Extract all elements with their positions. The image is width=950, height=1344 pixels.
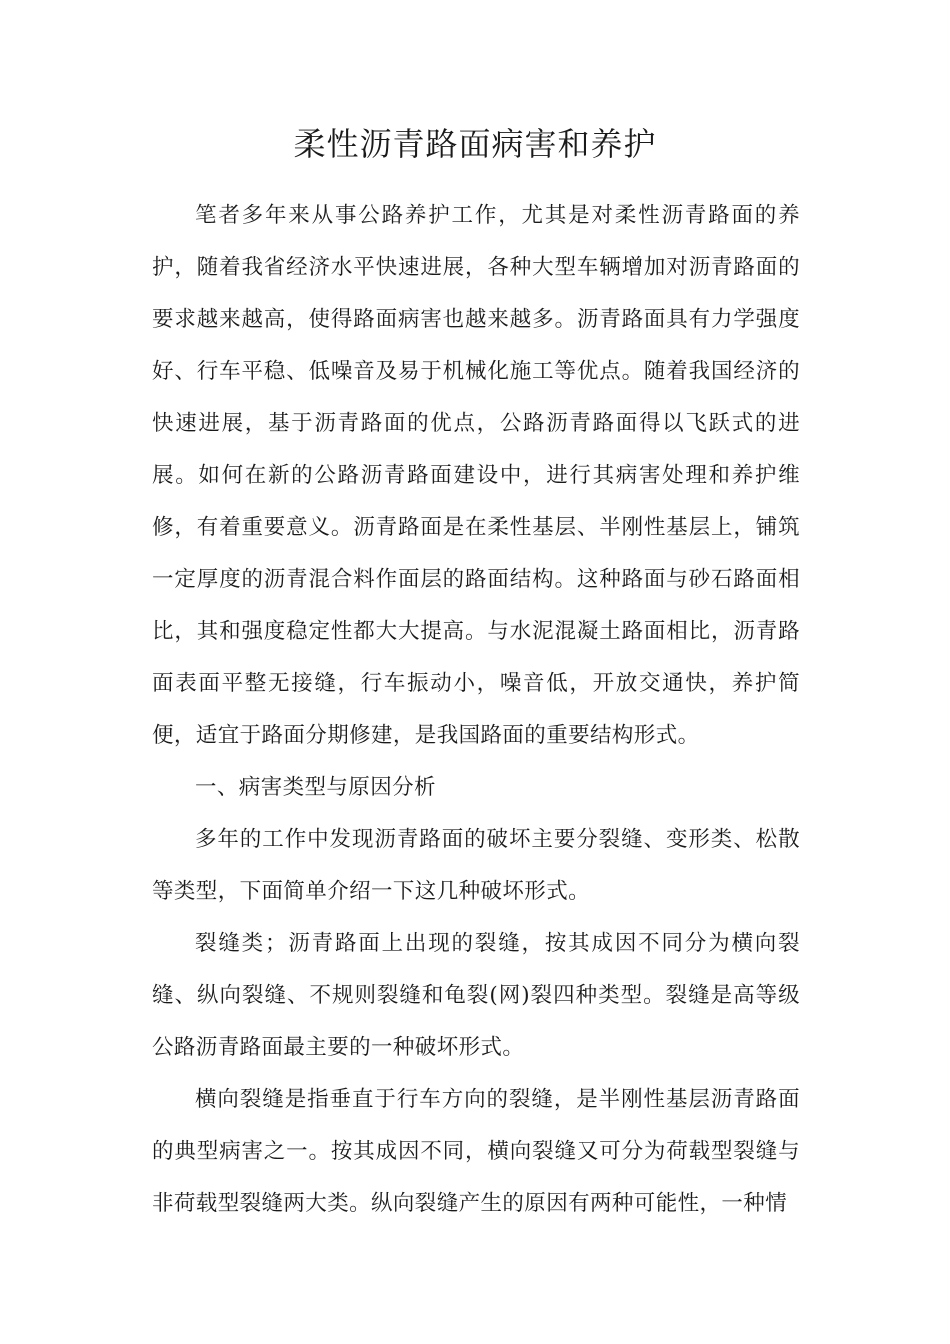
section-heading: 一、病害类型与原因分析 [195,775,436,800]
paragraph-cracks: 裂缝类；沥青路面上出现的裂缝，按其成因不同分为横向裂缝、纵向裂缝、不规则裂缝和龟裂(网)裂四种类型。裂缝是高等级公路沥青路面最主要的一种破坏形式。 [152,931,800,1060]
paragraph-transverse-cracks: 横向裂缝是指垂直于行车方向的裂缝，是半刚性基层沥青路面的典型病害之一。按其成因不同，横向裂缝又可分为荷载型裂缝与非荷载型裂缝两大类。纵向裂缝产生的原因有两种可能性，一种情 [152,1087,800,1216]
paragraph-damage-types: 多年的工作中发现沥青路面的破坏主要分裂缝、变形类、松散等类型，下面简单介绍一下这几种破坏形式。 [152,827,800,904]
document-body [152,190,800,1230]
paragraph-intro: 笔者多年来从事公路养护工作，尤其是对柔性沥青路面的养护，随着我省经济水平快速进展，各种大型车辆增加对沥青路面的要求越来越高，使得路面病害也越来越多。沥青路面具有力学强度好、行车平稳、低噪音及易于机械化施工等优点。随着我国经济的快速进展，基于沥青路面的优点，公路沥青路面得以飞跃式的进展。如何在新的公路沥青路面建设中，进行其病害处理和养护维修，有着重要意义。沥青路面是在柔性基层、半刚性基层上，铺筑一定厚度的沥青混合料作面层的路面结构。这种路面与砂石路面相比，其和强度稳定性都大大提高。与水泥混凝土路面相比，沥青路面表面平整无接缝，行车振动小，噪音低，开放交通快，养护简便，适宜于路面分期修建，是我国路面的重要结构形式。 [152,203,800,748]
document-title: 柔性沥青路面病害和养护 [293,125,657,163]
